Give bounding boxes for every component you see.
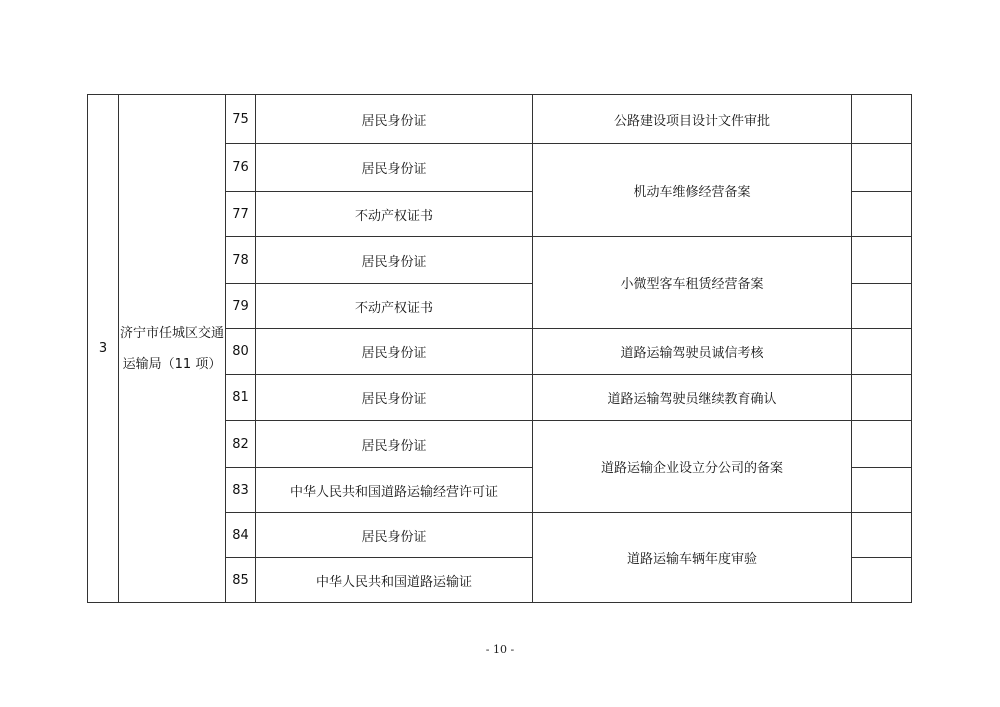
note-cell [852,375,912,421]
document-cell: 不动产权证书 [256,192,533,237]
page-number: - 10 - [485,643,515,656]
item-cell: 机动车维修经营备案 [533,144,852,237]
table-row [88,95,912,144]
certificate-table [87,94,912,603]
document-cell: 居民身份证 [256,144,533,192]
note-cell [852,95,912,144]
note-cell [852,513,912,558]
document-cell: 中华人民共和国道路运输证 [256,558,533,603]
item-cell: 道路运输驾驶员继续教育确认 [533,375,852,421]
item-cell: 道路运输企业设立分公司的备案 [533,421,852,513]
document-cell: 居民身份证 [256,513,533,558]
row-index: 80 [226,329,256,375]
row-index: 82 [226,421,256,468]
note-cell [852,284,912,329]
row-index: 76 [226,144,256,192]
note-cell [852,144,912,192]
note-cell [852,329,912,375]
department-name-line2: 运输局（11 项） [122,356,222,372]
department-name-line1: 济宁市任城区交通 [119,325,224,341]
note-cell [852,192,912,237]
row-index: 78 [226,237,256,284]
document-cell: 中华人民共和国道路运输经营许可证 [256,468,533,513]
row-index: 77 [226,192,256,237]
item-cell: 小微型客车租赁经营备案 [533,237,852,329]
document-cell: 不动产权证书 [256,284,533,329]
group-number-cell: 3 [88,95,119,603]
document-cell: 居民身份证 [256,375,533,421]
document-cell: 居民身份证 [256,421,533,468]
document-cell: 居民身份证 [256,237,533,284]
row-index: 85 [226,558,256,603]
item-cell: 道路运输驾驶员诚信考核 [533,329,852,375]
document-cell: 居民身份证 [256,329,533,375]
note-cell [852,421,912,468]
department-cell [119,95,226,603]
row-index: 75 [226,95,256,144]
row-index: 81 [226,375,256,421]
row-index: 84 [226,513,256,558]
row-index: 79 [226,284,256,329]
row-index: 83 [226,468,256,513]
note-cell [852,237,912,284]
document-cell: 居民身份证 [256,95,533,144]
note-cell [852,558,912,603]
note-cell [852,468,912,513]
item-cell: 道路运输车辆年度审验 [533,513,852,603]
item-cell: 公路建设项目设计文件审批 [533,95,852,144]
